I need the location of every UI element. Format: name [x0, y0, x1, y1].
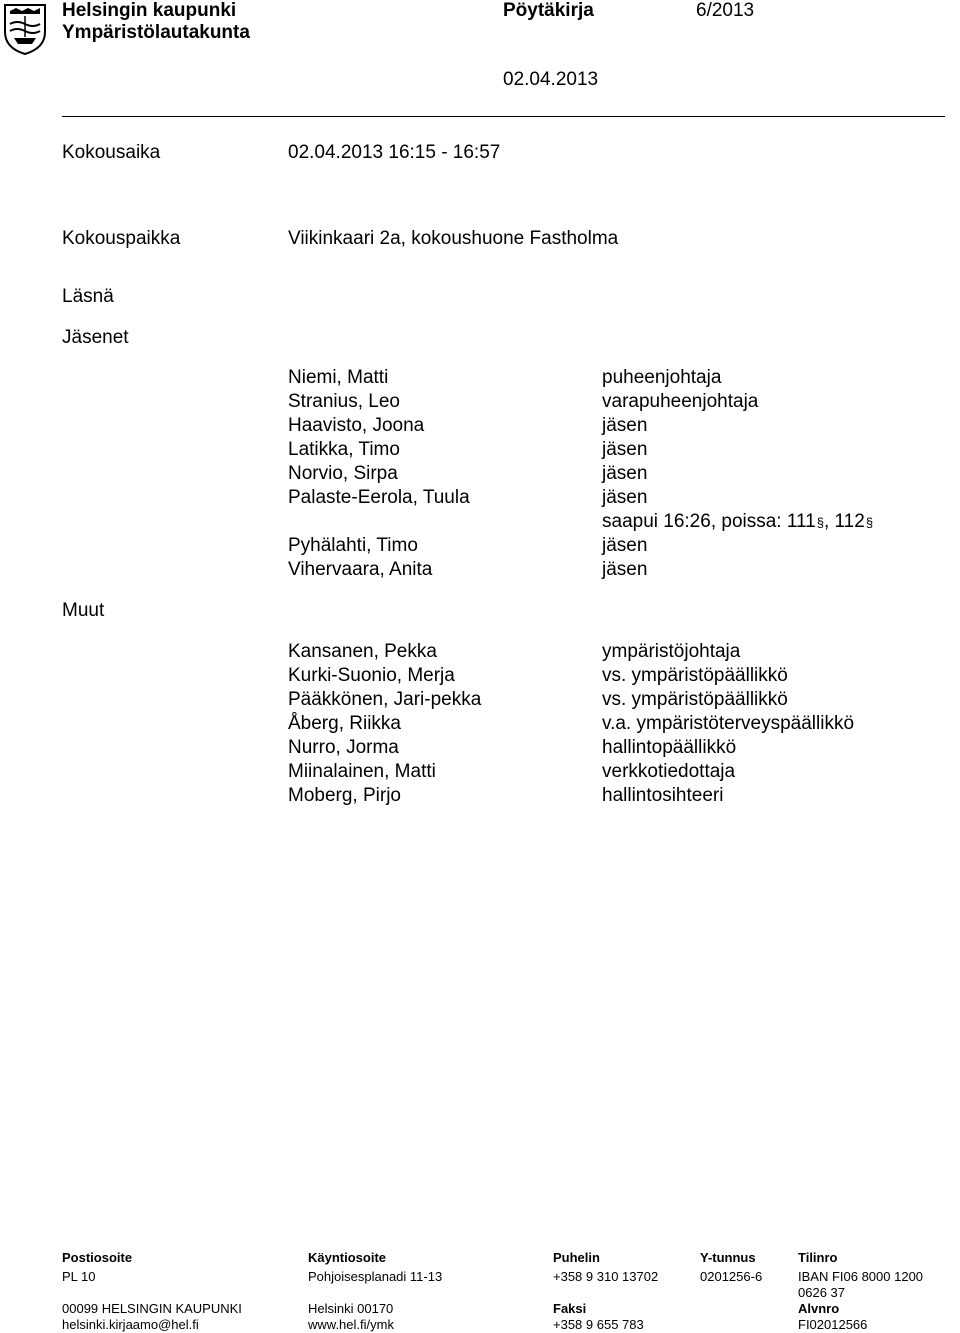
member-name: [288, 510, 470, 534]
member-role: jäsen: [602, 439, 648, 460]
members-label: Jäsenet: [62, 327, 129, 348]
other-name: Moberg, Pirjo: [288, 785, 401, 806]
board-name: Ympäristölautakunta: [62, 22, 250, 43]
others-role-list: [602, 640, 854, 808]
other-name: Kansanen, Pekka: [288, 641, 437, 662]
footer-heading: Käyntiosoite: [308, 1250, 387, 1265]
footer-line: 0626 37: [798, 1285, 845, 1300]
other-name: Nurro, Jorma: [288, 737, 399, 758]
member-name: Latikka, Timo: [288, 439, 400, 460]
members-name-list: [288, 366, 470, 582]
meeting-time-value: 02.04.2013 16:15 - 16:57: [288, 142, 501, 163]
footer-line: 00099 HELSINGIN KAUPUNKI: [62, 1301, 242, 1316]
member-role: jäsen: [602, 559, 648, 580]
present-label: Läsnä: [62, 286, 114, 307]
footer-email: helsinki.kirjaamo@hel.fi: [62, 1317, 199, 1332]
member-name: Pyhälahti, Timo: [288, 535, 418, 556]
document-type: Pöytäkirja: [503, 0, 594, 21]
footer-visiting-address: [308, 1247, 442, 1333]
member-name: Haavisto, Joona: [288, 415, 425, 436]
other-role: hallintosihteeri: [602, 785, 724, 806]
footer-heading: Postiosoite: [62, 1250, 133, 1265]
member-name: Vihervaara, Anita: [288, 559, 433, 580]
other-role: vs. ympäristöpäällikkö: [602, 665, 788, 686]
other-role: hallintopäällikkö: [602, 737, 737, 758]
member-role: jäsen: [602, 415, 648, 436]
footer-heading: Tilinro: [798, 1250, 838, 1265]
footer-business-id: [700, 1247, 762, 1285]
others-name-list: [288, 640, 481, 808]
member-role: puheenjohtaja: [602, 367, 722, 388]
footer-website: www.hel.fi/ymk: [308, 1317, 394, 1332]
footer-line: Pohjoisesplanadi 11-13: [308, 1269, 443, 1284]
footer-line: +358 9 655 783: [553, 1317, 644, 1332]
footer-line: Helsinki 00170: [308, 1301, 394, 1316]
member-name: Stranius, Leo: [288, 391, 400, 412]
footer-postal-address: [62, 1247, 242, 1333]
other-name: Pääkkönen, Jari-pekka: [288, 689, 482, 710]
city-crest-logo-icon: [2, 2, 48, 56]
others-label: Muut: [62, 600, 105, 621]
attendance-note-suffix: , 112: [823, 511, 865, 532]
other-name: Kurki-Suonio, Merja: [288, 665, 455, 686]
footer-line: PL 10: [62, 1269, 96, 1284]
footer-account: [798, 1247, 923, 1333]
other-role: ympäristöjohtaja: [602, 641, 741, 662]
other-role: vs. ympäristöpäällikkö: [602, 689, 788, 710]
other-name: Miinalainen, Matti: [288, 761, 436, 782]
meeting-place-value: Viikinkaari 2a, kokoushuone Fastholma: [288, 228, 619, 249]
footer-subheading: Alvnro: [798, 1301, 840, 1316]
city-name: Helsingin kaupunki: [62, 0, 237, 21]
section-sign-icon: §: [865, 515, 874, 530]
meeting-place-label: Kokouspaikka: [62, 228, 181, 249]
member-role: jäsen: [602, 463, 648, 484]
members-role-list: [602, 366, 873, 582]
footer-line: [308, 1285, 442, 1301]
meeting-time-label: Kokousaika: [62, 142, 161, 163]
member-role: varapuheenjohtaja: [602, 391, 759, 412]
document-number: 6/2013: [696, 0, 755, 21]
header-divider: [62, 116, 945, 117]
footer-line: FI02012566: [798, 1317, 868, 1332]
footer-line: [553, 1285, 658, 1301]
member-name: Norvio, Sirpa: [288, 463, 398, 484]
other-name: Åberg, Riikka: [288, 713, 401, 734]
other-role: v.a. ympäristöterveyspäällikkö: [602, 713, 855, 734]
document-date: 02.04.2013: [503, 69, 599, 90]
member-name: Niemi, Matti: [288, 367, 389, 388]
footer-heading: Y-tunnus: [700, 1250, 756, 1265]
member-role: jäsen: [602, 535, 648, 556]
footer-line: +358 9 310 13702: [553, 1269, 659, 1284]
footer-line: 0201256-6: [700, 1269, 763, 1284]
member-role-note: [602, 510, 873, 534]
section-sign-icon: §: [816, 515, 824, 530]
footer-subheading: Faksi: [553, 1301, 587, 1316]
footer-heading: Puhelin: [553, 1250, 600, 1265]
other-role: verkkotiedottaja: [602, 761, 736, 782]
member-role: jäsen: [602, 487, 648, 508]
footer-phone: [553, 1247, 658, 1333]
attendance-note: saapui 16:26, poissa: 111: [602, 511, 816, 532]
member-name: Palaste-Eerola, Tuula: [288, 487, 470, 508]
footer-line: [62, 1285, 242, 1301]
footer-line: IBAN FI06 8000 1200: [798, 1269, 924, 1284]
